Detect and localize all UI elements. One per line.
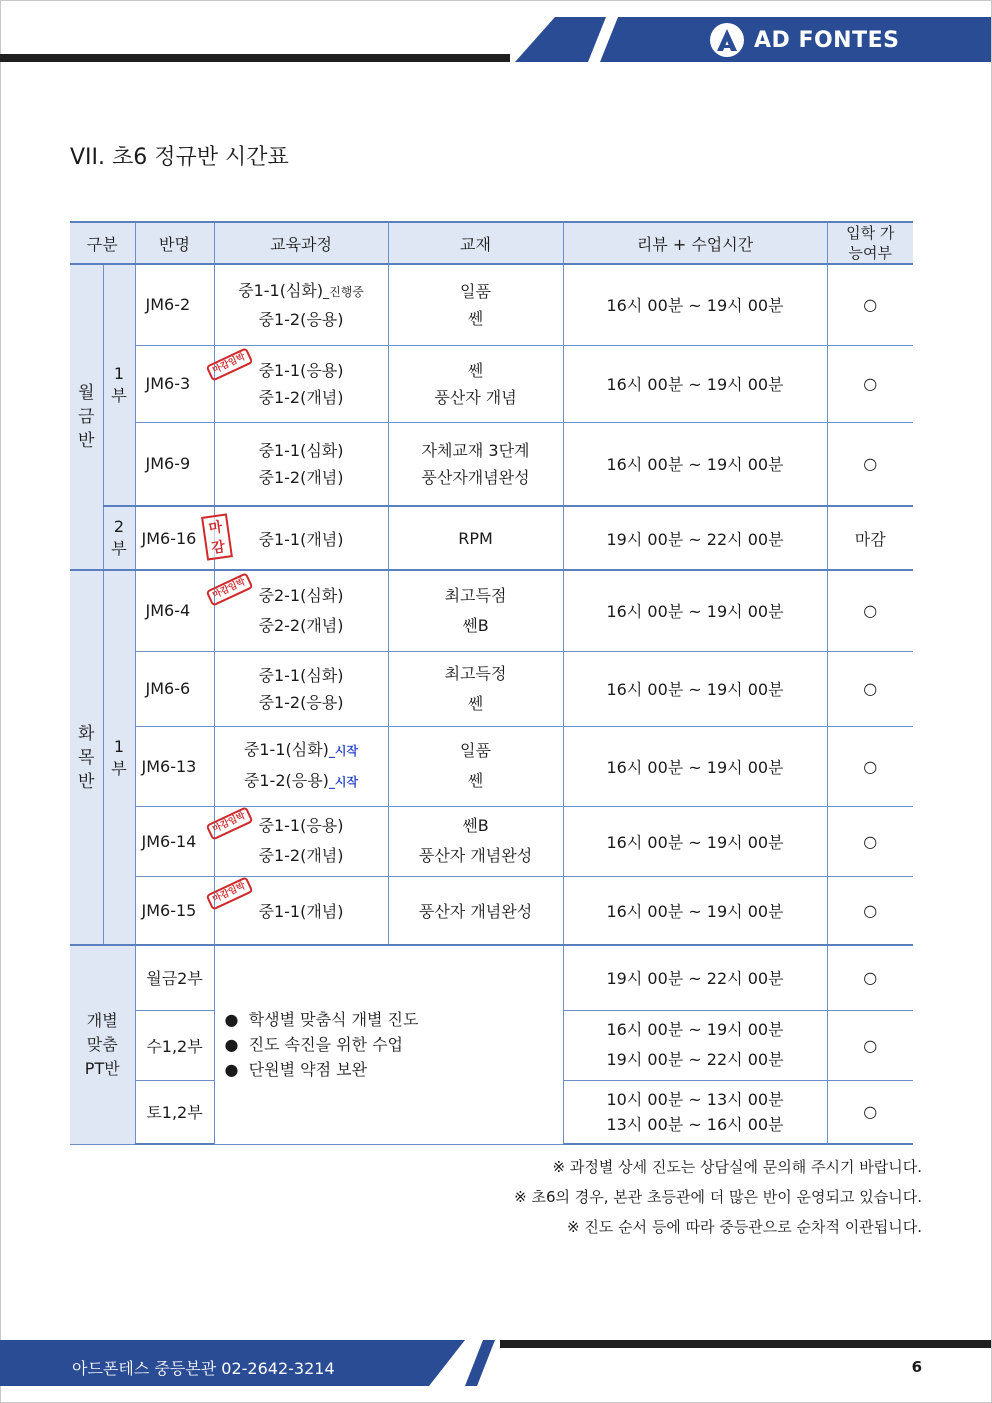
list-item: ● 진도 속진을 위한 수업	[224, 1035, 404, 1055]
class-name: 수1,2부	[135, 1010, 214, 1080]
time-cell: 19시 00분 ~ 22시 00분	[563, 945, 827, 1010]
class-name: JM6-9	[135, 422, 214, 506]
avail-cell: ○	[827, 945, 913, 1010]
class-name: JM6-16 마감	[135, 506, 214, 570]
time-cell: 16시 00분 ~ 19시 00분	[563, 876, 827, 945]
page-title: VII. 초6 정규반 시간표	[70, 145, 289, 170]
logo-text: AD FONTES	[754, 27, 900, 53]
avail-cell: ○	[827, 1080, 913, 1144]
page-number: 6	[911, 1358, 922, 1376]
books-cell: 풍산자 개념완성	[388, 876, 563, 945]
table-row	[70, 506, 913, 570]
class-name: JM6-15	[135, 876, 214, 945]
class-name: JM6-6	[135, 651, 214, 726]
header-books: 교재	[388, 222, 563, 264]
class-name: JM6-4	[135, 570, 214, 651]
class-name: JM6-2	[135, 264, 214, 345]
closed-stamp: 마감	[201, 513, 232, 560]
table-row	[70, 945, 913, 1010]
group-tue-thu: 화목반	[70, 570, 103, 945]
part-1: 1부	[103, 264, 135, 506]
books-cell: 자체교재 3단계 풍산자개념완성	[388, 422, 563, 506]
course-cell: 마감임박 중1-1(개념)	[214, 876, 388, 945]
footer-contact: 아드폰테스 중등본관 02-2642-3214	[72, 1359, 335, 1378]
books-cell: 일품 쎈	[388, 726, 563, 806]
books-cell: 최고득점 쎈B	[388, 570, 563, 651]
time-cell: 16시 00분 ~ 19시 00분	[563, 570, 827, 651]
part-1: 1부	[103, 570, 135, 945]
time-cell: 16시 00분 ~ 19시 00분	[563, 422, 827, 506]
deadline-stamp: 마감임박	[205, 347, 253, 381]
course-cell: 중1-1(개념)	[214, 506, 388, 570]
header-division: 구분	[70, 222, 135, 264]
list-item: ● 학생별 맞춤식 개별 진도	[224, 1010, 419, 1030]
avail-cell: ○	[827, 651, 913, 726]
table-row	[70, 876, 913, 945]
books-cell: 일품 쎈	[388, 264, 563, 345]
deadline-stamp: 마감임박	[205, 876, 253, 910]
avail-cell: ○	[827, 726, 913, 806]
time-cell: 16시 00분 ~ 19시 00분	[563, 651, 827, 726]
avail-cell: ○	[827, 264, 913, 345]
list-item: ● 단원별 약점 보완	[224, 1060, 368, 1080]
books-cell: 최고득정 쎈	[388, 651, 563, 726]
avail-cell: ○	[827, 422, 913, 506]
course-cell: 마감임박 중1-1(응용) 중1-2(개념)	[214, 345, 388, 422]
class-name: JM6-3	[135, 345, 214, 422]
avail-cell: ○	[827, 806, 913, 876]
course-cell: 중1-1(심화)_시작 중1-2(응용)_시작	[214, 726, 388, 806]
course-cell: 중1-1(심화) 중1-2(응용)	[214, 651, 388, 726]
footnote: ※ 초6의 경우, 본관 초등관에 더 많은 반이 운영되고 있습니다.	[514, 1188, 922, 1206]
footnote: ※ 진도 순서 등에 따라 중등관으로 순차적 이관됩니다.	[566, 1218, 922, 1236]
deadline-stamp: 마감임박	[205, 572, 253, 606]
table-row	[70, 264, 913, 345]
table-row	[70, 345, 913, 422]
books-cell: 쎈 풍산자 개념	[388, 345, 563, 422]
course-cell: 중1-1(심화)_진행중 중1-2(응용)	[214, 264, 388, 345]
footnotes	[514, 1152, 922, 1242]
course-cell: 마감임박 중2-1(심화) 중2-2(개념)	[214, 570, 388, 651]
group-mon-fri: 월금반	[70, 264, 103, 570]
class-name: 월금2부	[135, 945, 214, 1010]
group-pt: 개별 맞춤 PT반	[70, 945, 135, 1144]
header-line	[0, 54, 510, 62]
books-cell: 쎈B 풍산자 개념완성	[388, 806, 563, 876]
avail-cell: ○	[827, 345, 913, 422]
class-name: JM6-13	[135, 726, 214, 806]
footnote: ※ 과정별 상세 진도는 상담실에 문의해 주시기 바랍니다.	[552, 1158, 922, 1176]
avail-cell: 마감	[827, 506, 913, 570]
time-cell: 19시 00분 ~ 22시 00분	[563, 506, 827, 570]
time-cell: 16시 00분 ~ 19시 00분	[563, 726, 827, 806]
table-row	[70, 422, 913, 506]
table-row	[70, 570, 913, 651]
avail-cell: ○	[827, 876, 913, 945]
header-avail: 입학 가능여부	[827, 222, 913, 264]
table-row	[70, 726, 913, 806]
pt-bullets	[214, 945, 563, 1144]
time-cell: 10시 00분 ~ 13시 00분 13시 00분 ~ 16시 00분	[563, 1080, 827, 1144]
timetable	[70, 221, 913, 1145]
course-cell: 중1-1(심화) 중1-2(개념)	[214, 422, 388, 506]
part-2: 2부	[103, 506, 135, 570]
time-cell: 16시 00분 ~ 19시 00분	[563, 806, 827, 876]
time-cell: 16시 00분 ~ 19시 00분	[563, 345, 827, 422]
table-row	[70, 806, 913, 876]
header-time: 리뷰 + 수업시간	[563, 222, 827, 264]
avail-cell: ○	[827, 570, 913, 651]
course-cell: 마감임박 중1-1(응용) 중1-2(개념)	[214, 806, 388, 876]
logo-a-icon	[710, 23, 744, 57]
deadline-stamp: 마감임박	[205, 806, 253, 840]
avail-cell: ○	[827, 1010, 913, 1080]
table-row	[70, 651, 913, 726]
time-cell: 16시 00분 ~ 19시 00분 19시 00분 ~ 22시 00분	[563, 1010, 827, 1080]
class-name: 토1,2부	[135, 1080, 214, 1144]
footer-line	[500, 1340, 991, 1348]
header-class: 반명	[135, 222, 214, 264]
header-course: 교육과정	[214, 222, 388, 264]
logo	[710, 22, 899, 58]
class-name: JM6-14	[135, 806, 214, 876]
time-cell: 16시 00분 ~ 19시 00분	[563, 264, 827, 345]
books-cell: RPM	[388, 506, 563, 570]
